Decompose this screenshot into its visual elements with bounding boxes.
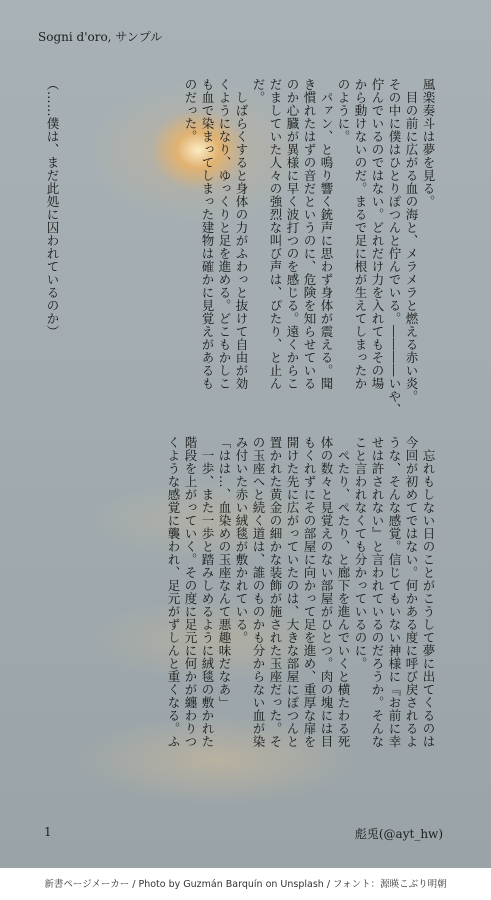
page-header-title: Sogni d'oro, サンプル	[38, 30, 163, 44]
page-number: 1	[44, 825, 52, 839]
body-text-upper: 風楽奏斗は夢を見る。 目の前に広がる血の海と、メラメラと燃える赤い炎。 その中に僕はひとりぽつんと佇んでいる。――――いや、 佇んでいるのではない。どれだけ力を入れてもその場 から動けないのだ。まるで足に根が生えてしまったか のように。 パァン、と鳴り響く銃声に思わず身体が震える。聞 き慣れたはずの音だというのに、危険を知らせている のか心臓が異様に早く波打つのを感じる。遠くからこ だましていた人々の強烈な叫び声は、ぴたり、と止ん だ。 しばらくすると身体の力がふわっと抜けて自由が効 くようになり、ゆっくりと足を進める。どこもかしこ も血で染まってしまった建物は確かに見覚えがあるも のだった。	[183, 78, 436, 416]
body-text-inner-thought: （……僕は、まだ此処に囚われているのか）	[45, 78, 60, 338]
author-handle: 彪兎(@ayt_hw)	[354, 827, 443, 841]
body-text-lower: 忘れもしない日のことがこうして夢に出てくるのは 今回が初めてではない。何かある度に呼び戻されるよ うな、そんな感覚。信じてもいない神様に『お前に幸 せは許されない』と言われているのだろうか。そんな こと言われなくても分かっているのに。 ぺたり、ぺたり、と廊下を進んでいくと横たわる死 体の数々と見覚えのない部屋がひとつ。肉の塊には目 もくれずにその部屋に向かって足を進め、重厚な扉を 開けた先に広がっていたのは、大きな部屋にぽつんと 置かれた黄金の細かな装飾が施された玉座だった。そ の玉座へと続く道は、誰のものかも分からない血が染 み付いた赤い絨毯が敷かれている。 「はは…、血染めの玉座なんて悪趣味だなあ」 一歩、また一歩と踏みしめるように絨毯の敷かれた 階段を上がっていく。その度に足元に何かが纏わりつ くような感覚に襲われ、足元がずしんと重くなる。ふ	[166, 436, 436, 748]
credit-line: 新書ページメーカー / Photo by Guzmán Barquín on Unsplash / フォント：源暎こぶり明朝	[44, 879, 447, 890]
